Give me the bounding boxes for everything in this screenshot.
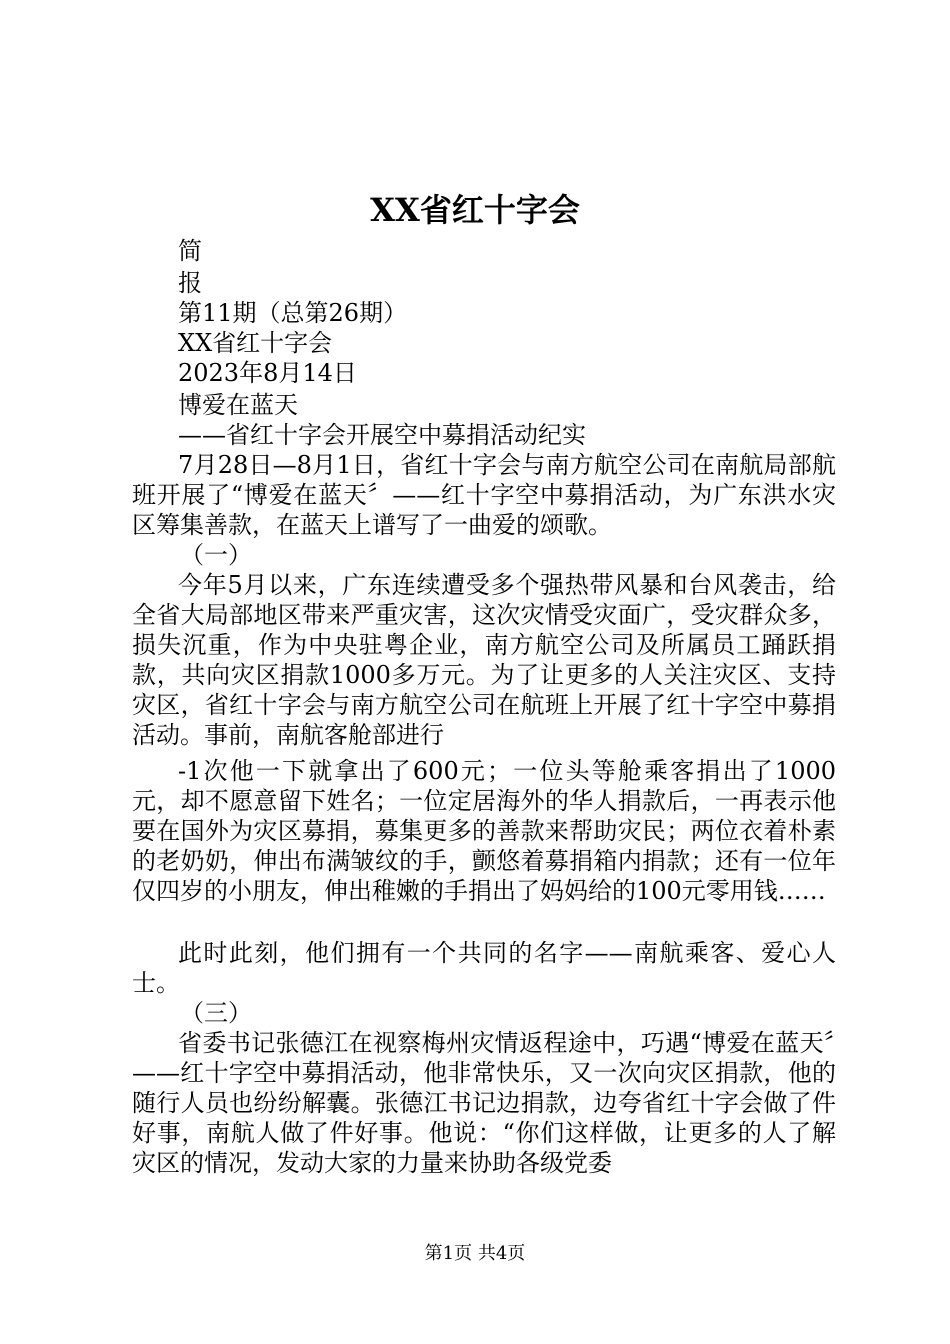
section-heading-one: （一） bbox=[180, 541, 252, 569]
section-heading-three: （三） bbox=[180, 999, 252, 1027]
header-line-bao: 报 bbox=[178, 269, 202, 297]
paragraph-background: 今年5月以来，广东连续遭受多个强热带风暴和台风袭击，给全省大局部地区带来严重灾害，这次灾情受灾面广，受灾群众多，损失沉重，作为中央驻粤企业，南方航空公司及所属员工踊跃捐款，共向灾区捐款1000多万元。为了让更多的人关注灾区、支持灾区，省红十字会与南方航空公司在航班上开展了红十字空中募捐活动。事前，南航客舱部进行 bbox=[132, 571, 836, 749]
organization-name: XX省红十字会 bbox=[178, 329, 333, 357]
issue-number: 第11期（总第26期） bbox=[178, 299, 408, 327]
article-subtitle: ——省红十字会开展空中募捐活动纪实 bbox=[178, 421, 586, 449]
document-title: XX省红十字会 bbox=[370, 191, 580, 229]
paragraph-moment: 此时此刻，他们拥有一个共同的名字——南航乘客、爱心人士。 bbox=[132, 939, 836, 997]
paragraph-secretary: 省委书记张德江在视察梅州灾情返程途中，巧遇“博爱在蓝天〞——红十字空中募捐活动，他非常快乐，又一次向灾区捐款，他的随行人员也纷纷解囊。张德江书记边捐款，边夸省红十字会做了件好事，南航人做了件好事。他说：“你们这样做，让更多的人了解灾区的情况，发动大家的力量来协助各级党委 bbox=[132, 1029, 836, 1177]
article-title: 博爱在蓝天 bbox=[178, 391, 298, 419]
header-line-jian: 简 bbox=[178, 237, 202, 265]
issue-date: 2023年8月14日 bbox=[178, 359, 357, 387]
paragraph-donations: -1次他一下就拿出了600元；一位头等舱乘客捐出了1000元，却不愿意留下姓名；一位定居海外的华人捐款后，一再表示他要在国外为灾区募捐，募集更多的善款来帮助灾民；两位衣着朴素的老奶奶，伸出布满皱纹的手，颤悠着募捐箱内捐款；还有一位年仅四岁的小朋友，伸出稚嫩的手捐出了妈妈给的100元零用钱…… bbox=[132, 757, 836, 905]
page-footer: 第1页 共4页 bbox=[424, 1243, 526, 1264]
paragraph-intro: 7月28日—8月1日，省红十字会与南方航空公司在南航局部航班开展了“博爱在蓝天〞——红十字空中募捐活动，为广东洪水灾区筹集善款，在蓝天上谱写了一曲爱的颂歌。 bbox=[132, 451, 836, 539]
